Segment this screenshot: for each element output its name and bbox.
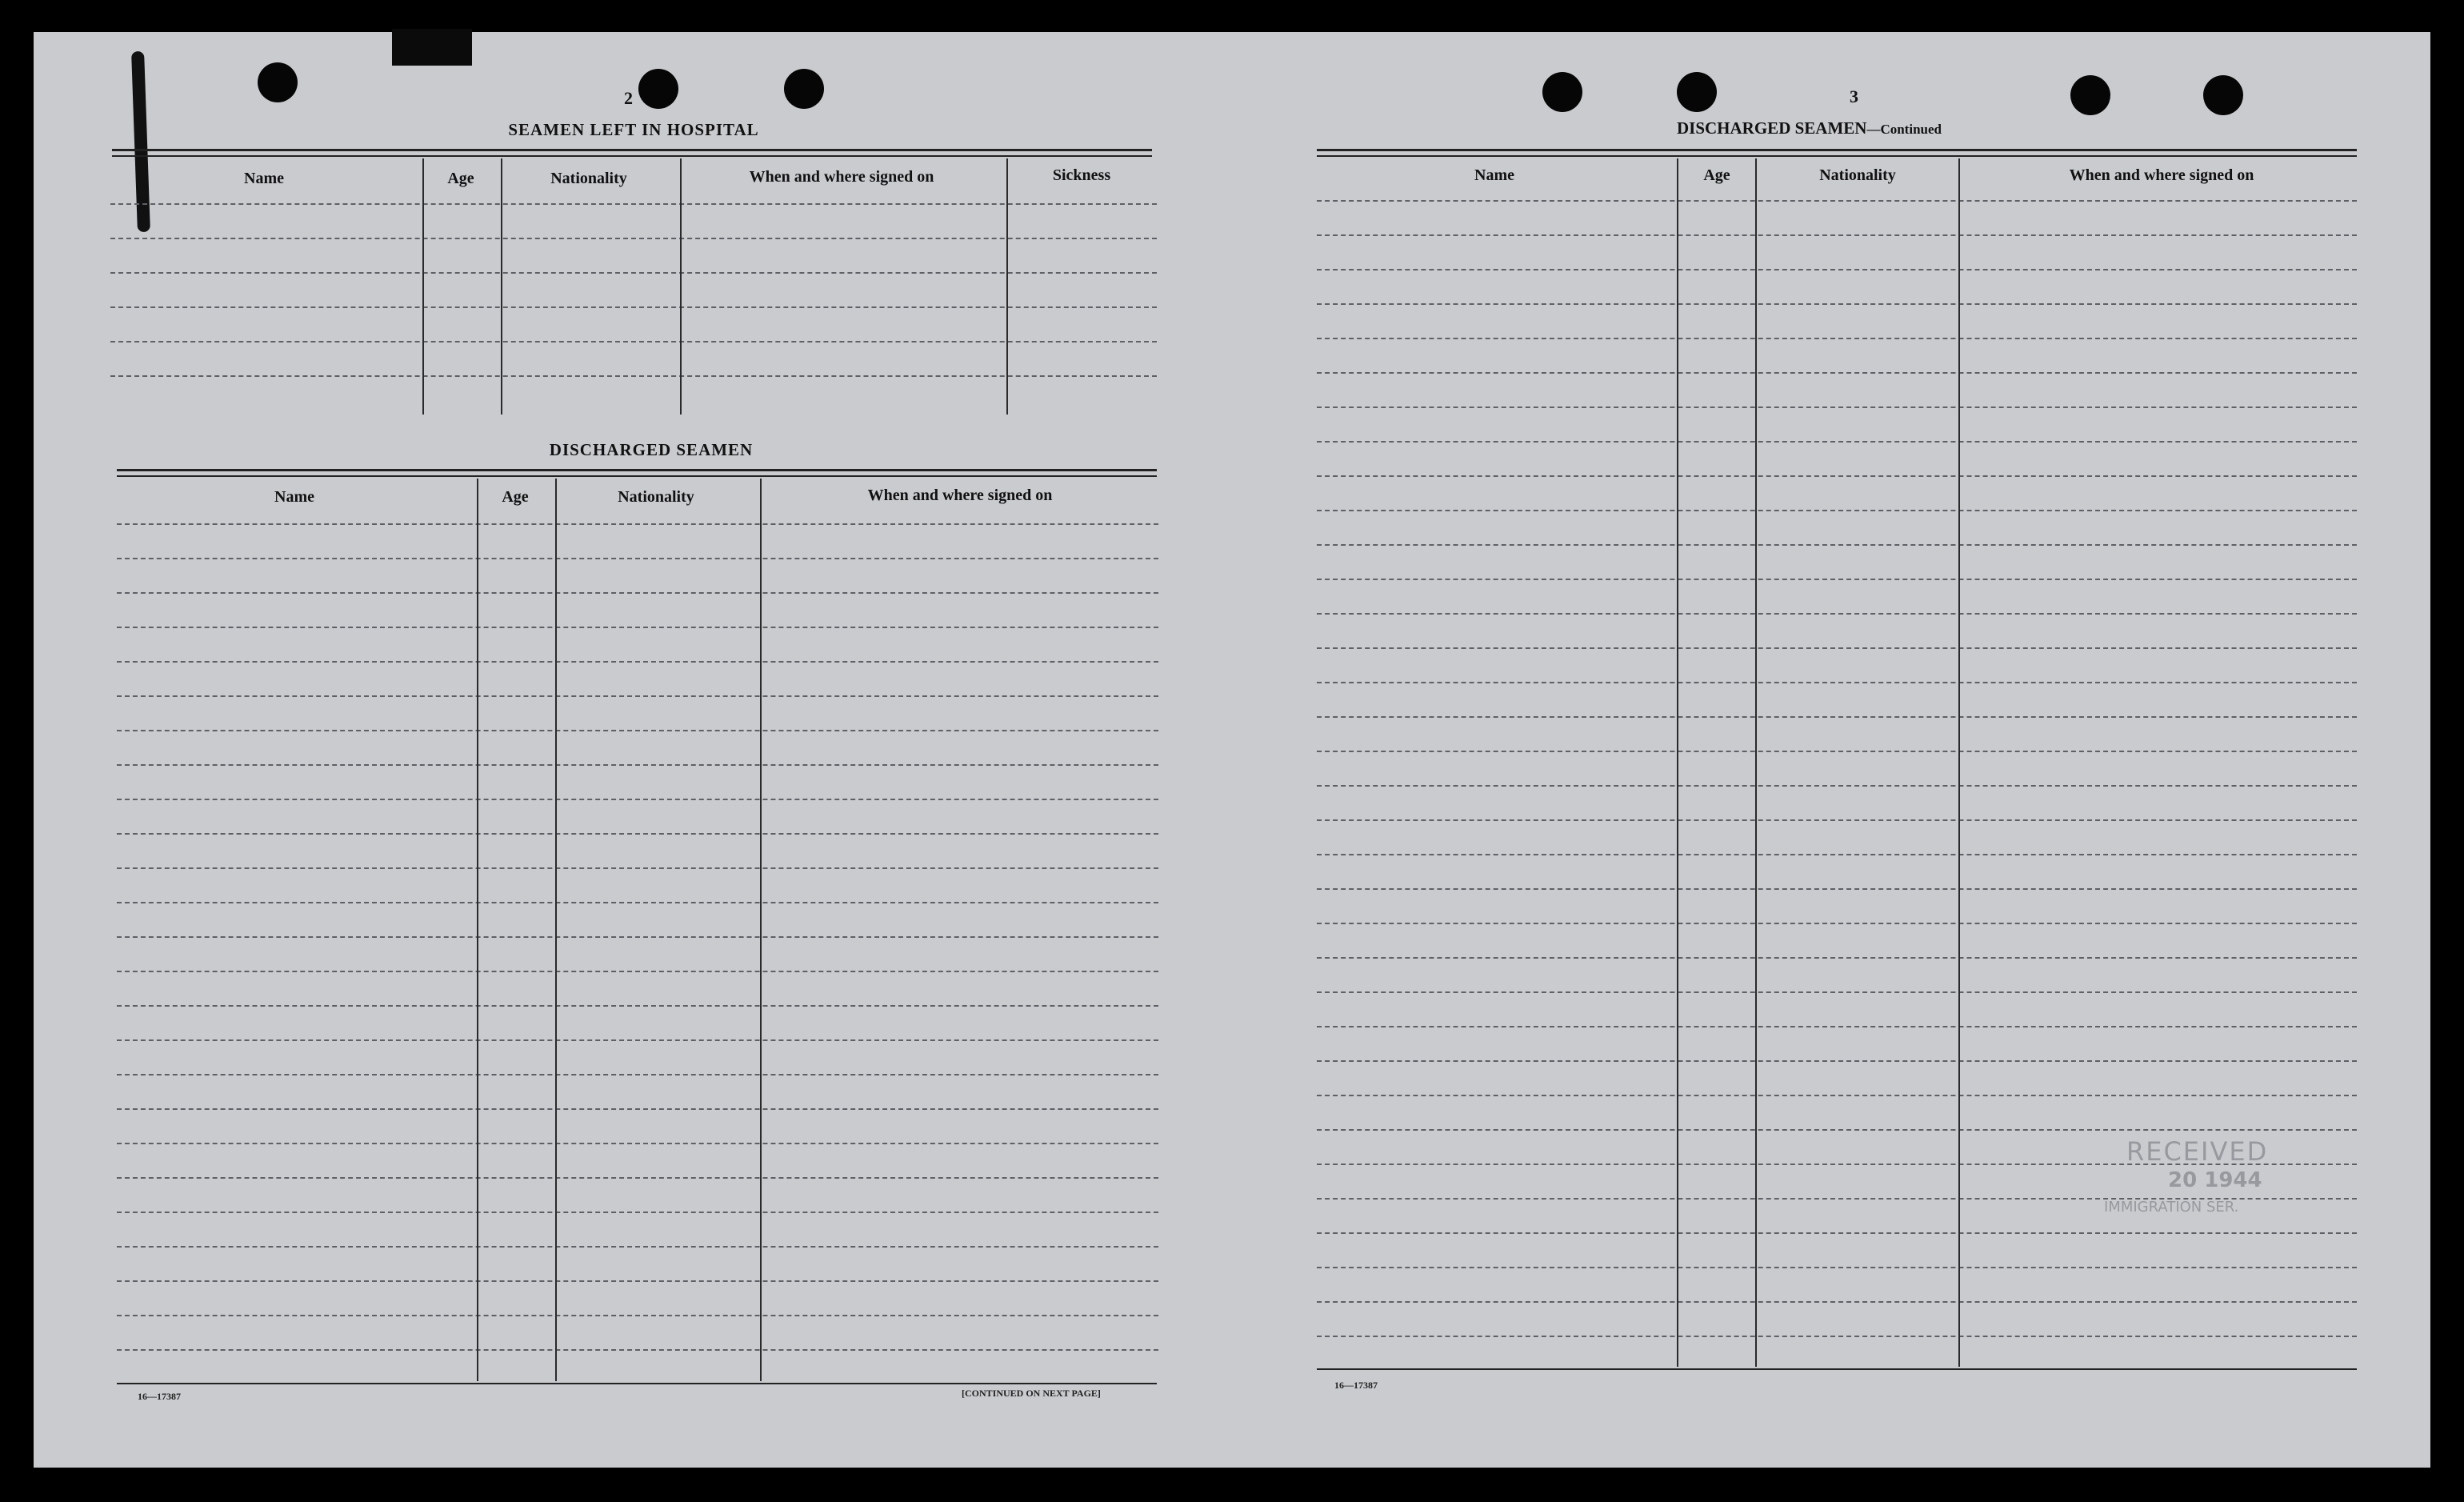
table-row-line xyxy=(117,1074,1158,1075)
table-row-line xyxy=(117,695,1158,697)
table-row-line xyxy=(117,1246,1158,1248)
table-row-line xyxy=(117,1005,1158,1007)
table-row-line xyxy=(1317,682,2357,683)
table-row-line xyxy=(117,867,1158,869)
discharged-col-divider xyxy=(760,479,762,1381)
table-row-line xyxy=(1317,1060,2357,1062)
table-row-line xyxy=(1317,1267,2357,1268)
discharged-col-divider xyxy=(477,479,478,1381)
right-title-continued: —Continued xyxy=(1866,122,1942,137)
table-row-line xyxy=(117,523,1158,525)
table-row-line xyxy=(1317,647,2357,649)
table-row-line xyxy=(1317,338,2357,339)
table-row-line xyxy=(117,1108,1158,1110)
table-row-line xyxy=(1317,579,2357,580)
right-col-divider xyxy=(1677,158,1678,1367)
discharged-col-name: Name xyxy=(274,488,314,506)
table-row-line xyxy=(1317,200,2357,202)
hospital-col-divider xyxy=(680,158,682,415)
hospital-col-sickness: Sickness xyxy=(1052,166,1111,184)
right-col-divider xyxy=(1755,158,1757,1367)
right-col-nationality: Nationality xyxy=(1819,166,1896,184)
punch-hole xyxy=(258,62,298,102)
table-row-line xyxy=(1317,544,2357,546)
table-row-line xyxy=(117,971,1158,972)
right-col-age: Age xyxy=(1703,166,1730,184)
table-row-line xyxy=(110,203,1157,205)
table-row-line xyxy=(1317,1095,2357,1096)
table-row-line xyxy=(117,1280,1158,1282)
table-row-line xyxy=(117,902,1158,903)
form-number-left: 16—17387 xyxy=(138,1391,181,1402)
received-stamp xyxy=(2080,1104,2336,1256)
table-row-line xyxy=(117,1143,1158,1144)
right-col-name: Name xyxy=(1474,166,1514,184)
table-row-line xyxy=(1317,613,2357,615)
form-number-right: 16—17387 xyxy=(1334,1380,1378,1391)
right-section-title xyxy=(1677,118,1942,138)
table-row-line xyxy=(117,661,1158,663)
table-row-line xyxy=(1317,1336,2357,1337)
discharged-section-title: DISCHARGED SEAMEN xyxy=(549,440,754,459)
page-number-right: 3 xyxy=(1850,86,1858,106)
right-bottom-rule xyxy=(1317,1368,2357,1370)
table-row-line xyxy=(1317,888,2357,890)
punch-hole xyxy=(1542,72,1582,112)
right-col-divider xyxy=(1958,158,1960,1367)
table-row-line xyxy=(110,341,1157,342)
table-row-line xyxy=(110,375,1157,377)
table-row-line xyxy=(1317,303,2357,305)
table-row-line xyxy=(117,764,1158,766)
left-bottom-rule xyxy=(117,1383,1157,1384)
right-top-rule-2 xyxy=(1317,155,2357,157)
table-row-line xyxy=(1317,1301,2357,1303)
hospital-top-rule-2 xyxy=(112,155,1152,157)
discharged-col-divider xyxy=(555,479,557,1381)
table-row-line xyxy=(117,558,1158,559)
discharged-top-rule-2 xyxy=(117,475,1157,477)
table-row-line xyxy=(117,1315,1158,1316)
punch-hole xyxy=(2203,75,2243,115)
table-row-line xyxy=(117,799,1158,800)
stamp-received: RECEIVED xyxy=(2126,1136,2269,1167)
table-row-line xyxy=(110,272,1157,274)
hospital-top-rule xyxy=(112,149,1152,151)
table-row-line xyxy=(117,592,1158,594)
table-row-line xyxy=(117,627,1158,628)
table-row-line xyxy=(117,730,1158,731)
discharged-col-nationality: Nationality xyxy=(618,488,694,506)
table-row-line xyxy=(110,238,1157,239)
hospital-col-divider xyxy=(1006,158,1008,415)
table-row-line xyxy=(117,1212,1158,1213)
table-row-line xyxy=(1317,854,2357,855)
stamp-date: 20 1944 xyxy=(2168,1168,2262,1192)
right-title-bold: DISCHARGED SEAMEN xyxy=(1677,118,1867,138)
table-row-line xyxy=(1317,234,2357,236)
table-row-line xyxy=(1317,991,2357,993)
hospital-col-signed-on: When and where signed on xyxy=(749,168,934,186)
table-row-line xyxy=(1317,785,2357,787)
table-row-line xyxy=(117,1039,1158,1041)
continued-note: [CONTINUED ON NEXT PAGE] xyxy=(962,1388,1101,1399)
table-row-line xyxy=(1317,957,2357,959)
document-sheet xyxy=(34,32,2430,1468)
stamp-office: IMMIGRATION SER. xyxy=(2104,1199,2239,1216)
punch-hole xyxy=(2070,75,2110,115)
discharged-top-rule xyxy=(117,469,1157,471)
hospital-section-title: SEAMEN LEFT IN HOSPITAL xyxy=(508,120,759,139)
hospital-col-divider xyxy=(422,158,424,415)
right-top-rule xyxy=(1317,149,2357,151)
hospital-col-divider xyxy=(501,158,502,415)
discharged-col-signed-on: When and where signed on xyxy=(867,487,1053,504)
table-row-line xyxy=(1317,923,2357,924)
table-row-line xyxy=(1317,1026,2357,1027)
hospital-col-age: Age xyxy=(447,170,474,187)
punch-hole xyxy=(784,69,824,109)
table-row-line xyxy=(117,936,1158,938)
table-row-line xyxy=(117,1177,1158,1179)
punch-hole xyxy=(638,69,678,109)
table-row-line xyxy=(1317,475,2357,477)
table-row-line xyxy=(1317,716,2357,718)
table-row-line xyxy=(1317,819,2357,821)
table-row-line xyxy=(117,1349,1158,1351)
right-col-signed-on: When and where signed on xyxy=(2069,166,2254,184)
table-row-line xyxy=(117,833,1158,835)
table-row-line xyxy=(1317,751,2357,752)
table-row-line xyxy=(1317,510,2357,511)
page-number-left: 2 xyxy=(624,88,633,108)
table-row-line xyxy=(1317,269,2357,270)
punch-hole xyxy=(1677,72,1717,112)
table-row-line xyxy=(110,306,1157,308)
discharged-col-age: Age xyxy=(502,488,529,506)
hospital-col-name: Name xyxy=(244,170,284,187)
table-row-line xyxy=(1317,407,2357,408)
tape-mark xyxy=(392,29,472,66)
hospital-col-nationality: Nationality xyxy=(550,170,627,187)
table-row-line xyxy=(1317,441,2357,443)
table-row-line xyxy=(1317,372,2357,374)
